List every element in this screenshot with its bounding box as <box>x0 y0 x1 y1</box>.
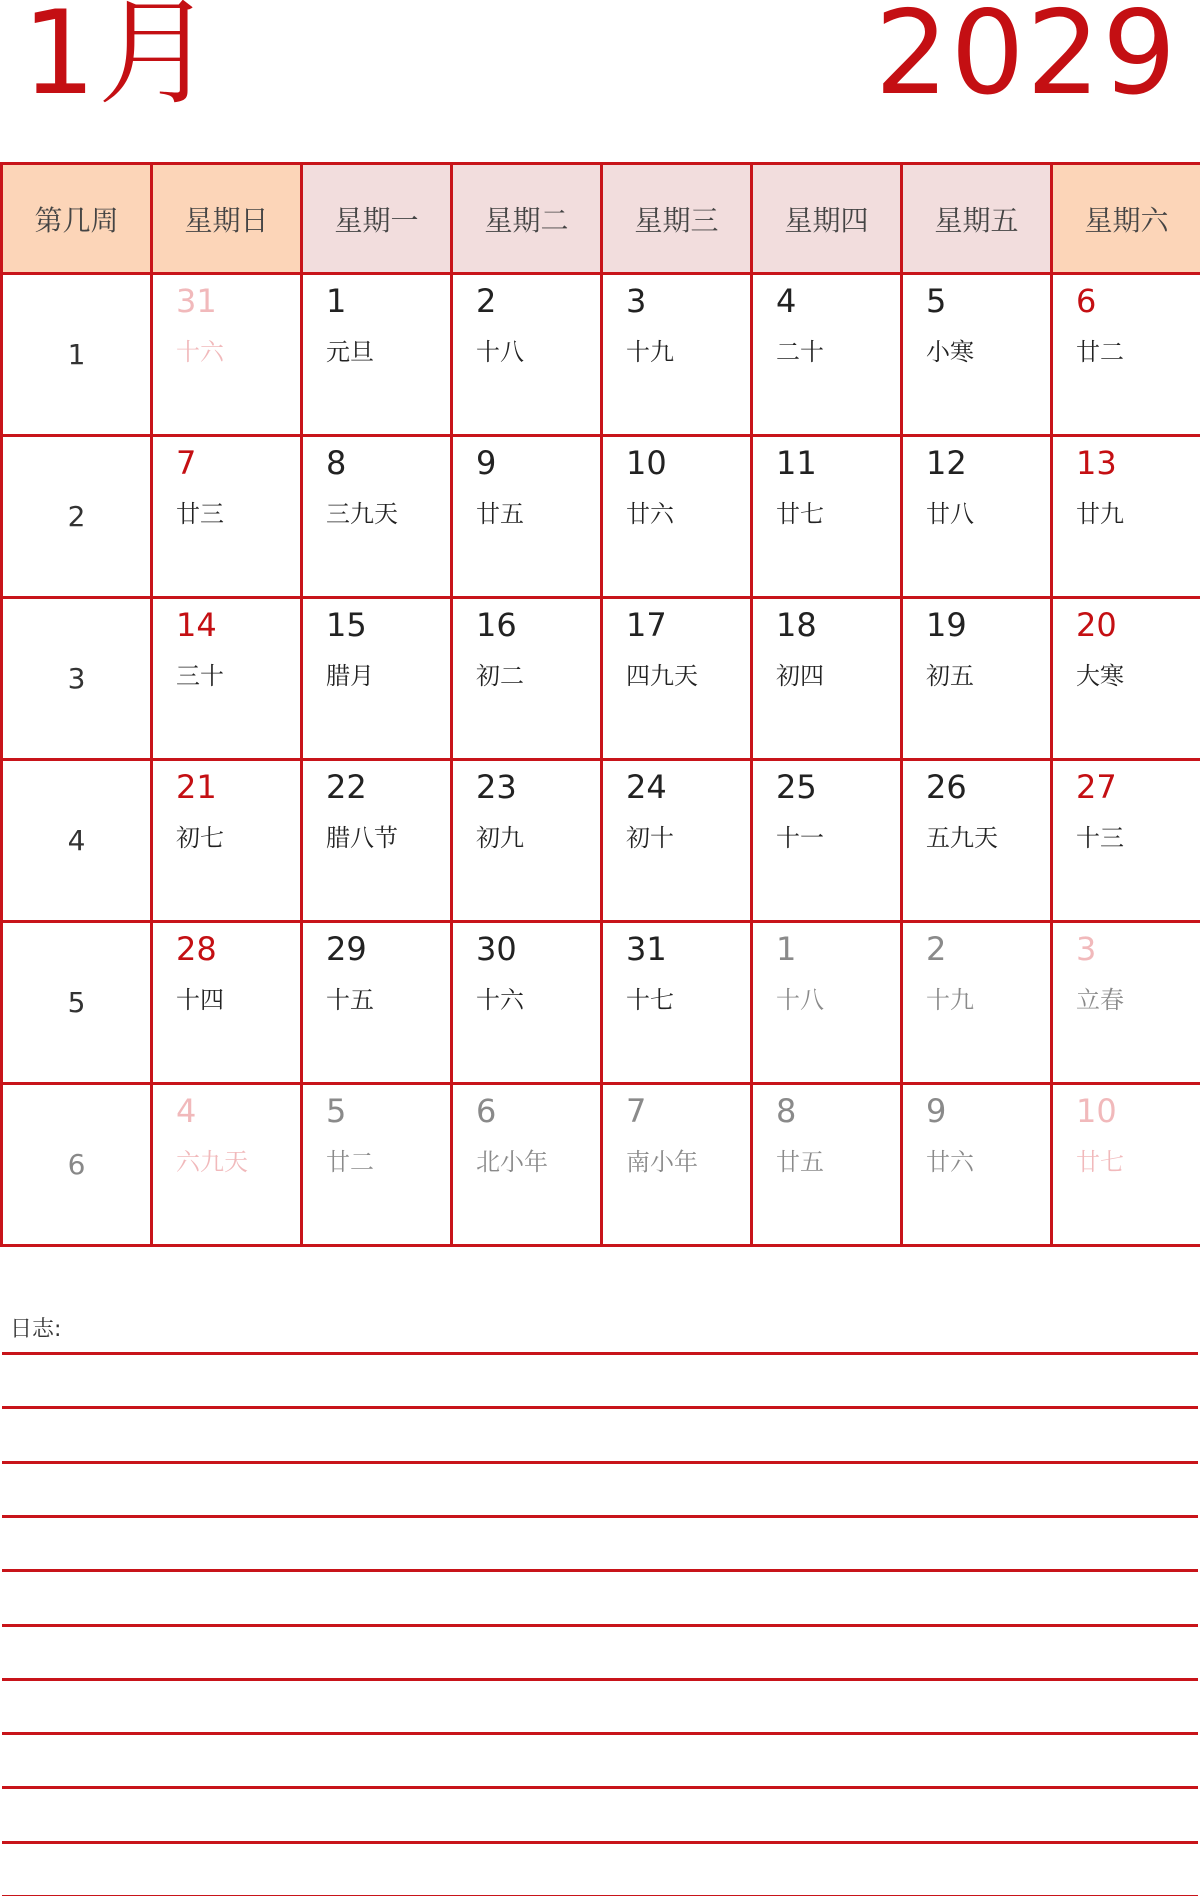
day-number: 16 <box>476 606 517 644</box>
day-cell[interactable] <box>152 274 302 436</box>
lunar-date: 十九 <box>626 338 674 366</box>
day-cell[interactable] <box>302 598 452 760</box>
week-number: 3 <box>2 598 152 760</box>
lunar-date: 腊月 <box>326 662 374 690</box>
year-title: 2029 <box>874 0 1178 121</box>
lunar-date: 大寒 <box>1076 662 1124 690</box>
day-number: 2 <box>926 930 947 968</box>
day-number: 6 <box>476 1092 497 1130</box>
month-title: 1月 <box>22 0 216 121</box>
day-number: 9 <box>926 1092 947 1130</box>
day-cell[interactable] <box>152 598 302 760</box>
day-cell[interactable] <box>1052 922 1200 1084</box>
week-number: 1 <box>2 274 152 436</box>
day-number: 7 <box>176 444 197 482</box>
lunar-date: 三十 <box>176 662 224 690</box>
day-cell[interactable] <box>602 274 752 436</box>
lunar-date: 立春 <box>1076 986 1124 1014</box>
day-number: 8 <box>326 444 347 482</box>
lunar-date: 北小年 <box>476 1148 548 1176</box>
lunar-date: 十八 <box>776 986 824 1014</box>
day-cell[interactable] <box>452 760 602 922</box>
day-cell[interactable] <box>452 436 602 598</box>
lunar-date: 廿三 <box>176 500 224 528</box>
day-number: 4 <box>176 1092 197 1130</box>
note-line <box>2 1678 1198 1681</box>
header-monday: 星期一 <box>302 164 452 274</box>
day-cell[interactable] <box>302 922 452 1084</box>
lunar-date: 廿六 <box>926 1148 974 1176</box>
day-number: 3 <box>1076 930 1097 968</box>
weekday-header-row <box>2 164 1200 274</box>
day-cell[interactable] <box>902 274 1052 436</box>
day-cell[interactable] <box>752 274 902 436</box>
lunar-date: 初四 <box>776 662 824 690</box>
day-number: 8 <box>776 1092 797 1130</box>
day-cell[interactable] <box>1052 598 1200 760</box>
day-number: 18 <box>776 606 817 644</box>
day-number: 21 <box>176 768 217 806</box>
lunar-date: 初五 <box>926 662 974 690</box>
day-cell[interactable] <box>152 1084 302 1246</box>
week-number: 5 <box>2 922 152 1084</box>
day-cell[interactable] <box>302 1084 452 1246</box>
note-line <box>2 1406 1198 1409</box>
week-row <box>2 436 1200 598</box>
header-friday: 星期五 <box>902 164 1052 274</box>
notes-label: 日志: <box>10 1317 62 1342</box>
lunar-date: 四九天 <box>626 662 698 690</box>
lunar-date: 廿二 <box>1076 338 1124 366</box>
day-cell[interactable] <box>152 922 302 1084</box>
week-row <box>2 1084 1200 1246</box>
day-cell[interactable] <box>752 760 902 922</box>
note-line <box>2 1569 1198 1572</box>
day-number: 10 <box>1076 1092 1117 1130</box>
header-tuesday: 星期二 <box>452 164 602 274</box>
day-cell[interactable] <box>752 436 902 598</box>
day-number: 20 <box>1076 606 1117 644</box>
lunar-date: 元旦 <box>326 338 374 366</box>
week-row <box>2 922 1200 1084</box>
day-number: 29 <box>326 930 367 968</box>
day-number: 1 <box>326 282 347 320</box>
day-cell[interactable] <box>452 922 602 1084</box>
lunar-date: 南小年 <box>626 1148 698 1176</box>
day-cell[interactable] <box>152 760 302 922</box>
header-thursday: 星期四 <box>752 164 902 274</box>
day-number: 7 <box>626 1092 647 1130</box>
lunar-date: 廿五 <box>476 500 524 528</box>
day-number: 14 <box>176 606 217 644</box>
day-number: 22 <box>326 768 367 806</box>
week-row <box>2 598 1200 760</box>
lunar-date: 腊八节 <box>326 824 398 852</box>
lunar-date: 三九天 <box>326 500 398 528</box>
lunar-date: 廿六 <box>626 500 674 528</box>
lunar-date: 十六 <box>176 338 224 366</box>
note-line <box>2 1515 1198 1518</box>
day-number: 11 <box>776 444 817 482</box>
note-line <box>2 1624 1198 1627</box>
day-number: 23 <box>476 768 517 806</box>
lunar-date: 十七 <box>626 986 674 1014</box>
lunar-date: 十三 <box>1076 824 1124 852</box>
lunar-date: 十九 <box>926 986 974 1014</box>
day-cell[interactable] <box>752 598 902 760</box>
day-cell[interactable] <box>1052 760 1200 922</box>
lunar-date: 初七 <box>176 824 224 852</box>
day-cell[interactable] <box>302 436 452 598</box>
day-number: 10 <box>626 444 667 482</box>
day-cell[interactable] <box>752 922 902 1084</box>
week-number: 6 <box>2 1084 152 1246</box>
day-number: 5 <box>326 1092 347 1130</box>
day-cell[interactable] <box>302 760 452 922</box>
header-sunday: 星期日 <box>152 164 302 274</box>
lunar-date: 初九 <box>476 824 524 852</box>
lunar-date: 廿八 <box>926 500 974 528</box>
day-cell[interactable] <box>302 274 452 436</box>
day-cell[interactable] <box>602 436 752 598</box>
day-number: 2 <box>476 282 497 320</box>
day-cell[interactable] <box>902 922 1052 1084</box>
lunar-date: 廿二 <box>326 1148 374 1176</box>
day-number: 25 <box>776 768 817 806</box>
day-number: 3 <box>626 282 647 320</box>
day-number: 24 <box>626 768 667 806</box>
day-number: 4 <box>776 282 797 320</box>
day-cell[interactable] <box>602 598 752 760</box>
calendar-grid <box>0 162 1200 1247</box>
lunar-date: 初十 <box>626 824 674 852</box>
lunar-date: 五九天 <box>926 824 998 852</box>
week-row <box>2 274 1200 436</box>
note-line <box>2 1352 1198 1355</box>
day-cell[interactable] <box>452 598 602 760</box>
day-number: 30 <box>476 930 517 968</box>
day-cell[interactable] <box>902 598 1052 760</box>
day-number: 12 <box>926 444 967 482</box>
day-number: 17 <box>626 606 667 644</box>
lunar-date: 十八 <box>476 338 524 366</box>
lunar-date: 小寒 <box>926 338 974 366</box>
week-number: 4 <box>2 760 152 922</box>
day-number: 28 <box>176 930 217 968</box>
day-number: 9 <box>476 444 497 482</box>
day-cell[interactable] <box>902 760 1052 922</box>
day-cell[interactable] <box>152 436 302 598</box>
day-number: 15 <box>326 606 367 644</box>
lunar-date: 廿七 <box>1076 1148 1124 1176</box>
day-number: 31 <box>626 930 667 968</box>
week-number: 2 <box>2 436 152 598</box>
day-cell[interactable] <box>602 1084 752 1246</box>
lunar-date: 廿九 <box>1076 500 1124 528</box>
lunar-date: 十四 <box>176 986 224 1014</box>
day-number: 1 <box>776 930 797 968</box>
day-number: 19 <box>926 606 967 644</box>
lunar-date: 廿五 <box>776 1148 824 1176</box>
day-cell[interactable] <box>1052 436 1200 598</box>
header-saturday: 星期六 <box>1052 164 1200 274</box>
day-cell[interactable] <box>602 922 752 1084</box>
note-line <box>2 1786 1198 1789</box>
header-wednesday: 星期三 <box>602 164 752 274</box>
day-cell[interactable] <box>902 436 1052 598</box>
day-cell[interactable] <box>902 1084 1052 1246</box>
day-cell[interactable] <box>602 760 752 922</box>
lunar-date: 廿七 <box>776 500 824 528</box>
day-cell[interactable] <box>1052 1084 1200 1246</box>
day-number: 5 <box>926 282 947 320</box>
header-week-number: 第几周 <box>2 164 152 274</box>
day-number: 13 <box>1076 444 1117 482</box>
day-number: 6 <box>1076 282 1097 320</box>
note-line <box>2 1461 1198 1464</box>
day-number: 31 <box>176 282 217 320</box>
note-line <box>2 1841 1198 1844</box>
day-cell[interactable] <box>452 1084 602 1246</box>
day-cell[interactable] <box>1052 274 1200 436</box>
day-cell[interactable] <box>452 274 602 436</box>
day-cell[interactable] <box>752 1084 902 1246</box>
day-number: 27 <box>1076 768 1117 806</box>
lunar-date: 十一 <box>776 824 824 852</box>
note-line <box>2 1732 1198 1735</box>
lunar-date: 初二 <box>476 662 524 690</box>
lunar-date: 二十 <box>776 338 824 366</box>
day-number: 26 <box>926 768 967 806</box>
lunar-date: 六九天 <box>176 1148 248 1176</box>
week-row <box>2 760 1200 922</box>
lunar-date: 十五 <box>326 986 374 1014</box>
lunar-date: 十六 <box>476 986 524 1014</box>
